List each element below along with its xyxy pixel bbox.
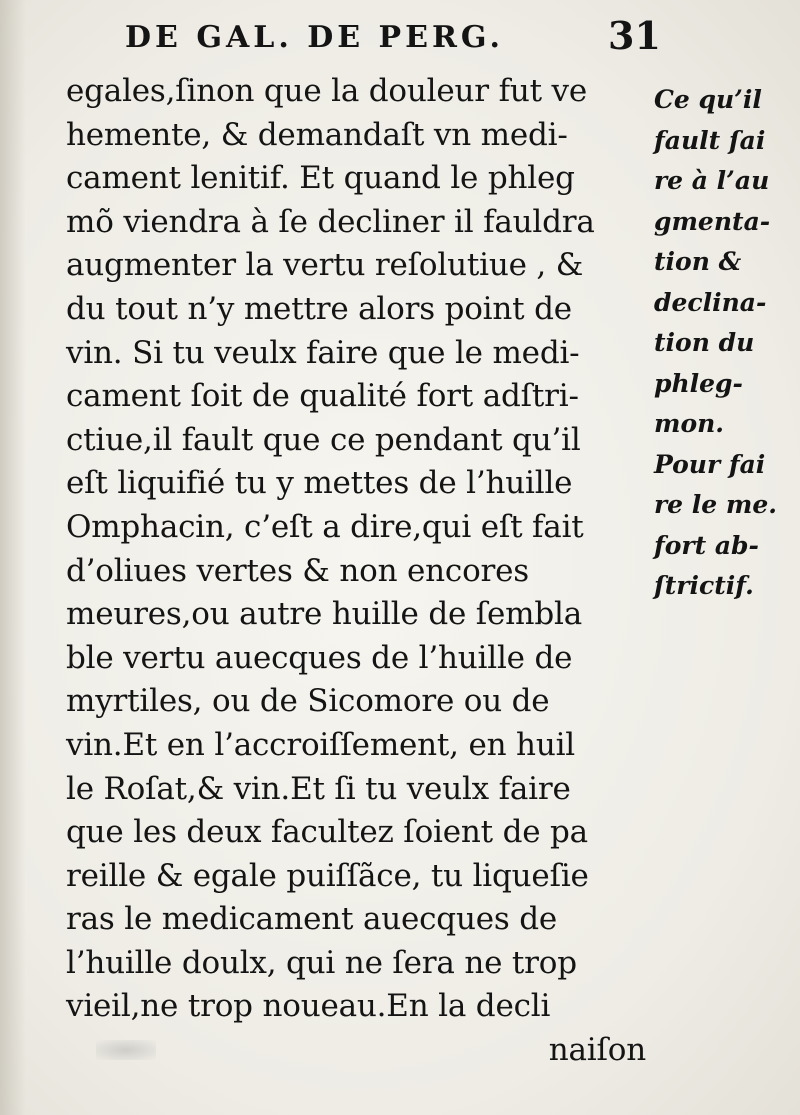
main-text-block	[66, 70, 646, 1073]
page-number: 31	[608, 13, 661, 58]
show-through-smudge	[96, 1040, 156, 1060]
text-line: egales,ſinon que la douleur fut ve	[66, 73, 587, 109]
text-line: vieil,ne trop noueau.En la decli	[66, 988, 551, 1025]
text-line: augmenter la vertu reſolutiue , &	[66, 247, 584, 284]
margin-note-line: ſtrictif.	[654, 571, 754, 600]
text-line: vin. Si tu veulx faire que le medi-	[66, 334, 580, 371]
running-head: DE GAL. DE PERG.	[125, 20, 504, 55]
margin-note-line: tion du	[654, 328, 755, 357]
text-line: mõ viendra à ſe decliner il fauldra	[66, 203, 595, 240]
text-line: vin.Et en l’accroiſſement, en huil	[66, 726, 576, 763]
text-line: reille & egale puiſſãce, tu liqueſie	[66, 857, 589, 894]
marginal-note	[654, 80, 794, 607]
text-line: Omphacin, c’eſt a dire,qui eſt fait	[66, 508, 584, 545]
text-line: cament lenitif. Et quand le phleg	[66, 160, 575, 197]
text-line: du tout n’y mettre alors point de	[66, 290, 572, 327]
text-line: l’huille doulx, qui ne ſera ne trop	[66, 944, 577, 981]
text-line: hemente, & demandaſt vn medi-	[66, 116, 568, 153]
text-line: cament ſoit de qualité fort adſtri-	[66, 378, 579, 415]
margin-note-line: Pour fai	[654, 449, 766, 479]
catchword-line: naiſon	[548, 1032, 646, 1069]
margin-note-line: re le me.	[654, 490, 777, 519]
margin-note-line: mon.	[654, 409, 725, 438]
text-line: le Roſat,& vin.Et ſi tu veulx faire	[66, 770, 571, 807]
text-line: meures,ou autre huille de ſembla	[66, 596, 583, 633]
margin-note-line: fort ab-	[654, 530, 759, 560]
margin-note-line: re à l’au	[654, 166, 770, 195]
margin-note-line: Ce qu’il	[654, 85, 762, 114]
text-line: d’oliues vertes & non encores	[66, 552, 530, 589]
margin-note-line: declina-	[654, 287, 767, 317]
margin-note-line: phleg-	[654, 368, 743, 398]
margin-note-line: tion &	[654, 247, 742, 276]
margin-note-line: fault ſai	[654, 125, 766, 155]
margin-note-line: gmenta-	[654, 206, 771, 236]
text-line: ctiue,il fault que ce pendant qu’il	[66, 421, 581, 458]
text-line: ras le medicament auecques de	[66, 901, 558, 938]
text-line: ble vertu auecques de l’huille de	[66, 639, 573, 676]
text-line: que les deux facultez ſoient de pa	[66, 814, 588, 851]
page-gutter-shadow	[0, 0, 26, 1115]
text-line: myrtiles, ou de Sicomore ou de	[66, 683, 550, 720]
text-line: eſt liquifié tu y mettes de l’huille	[66, 465, 573, 502]
